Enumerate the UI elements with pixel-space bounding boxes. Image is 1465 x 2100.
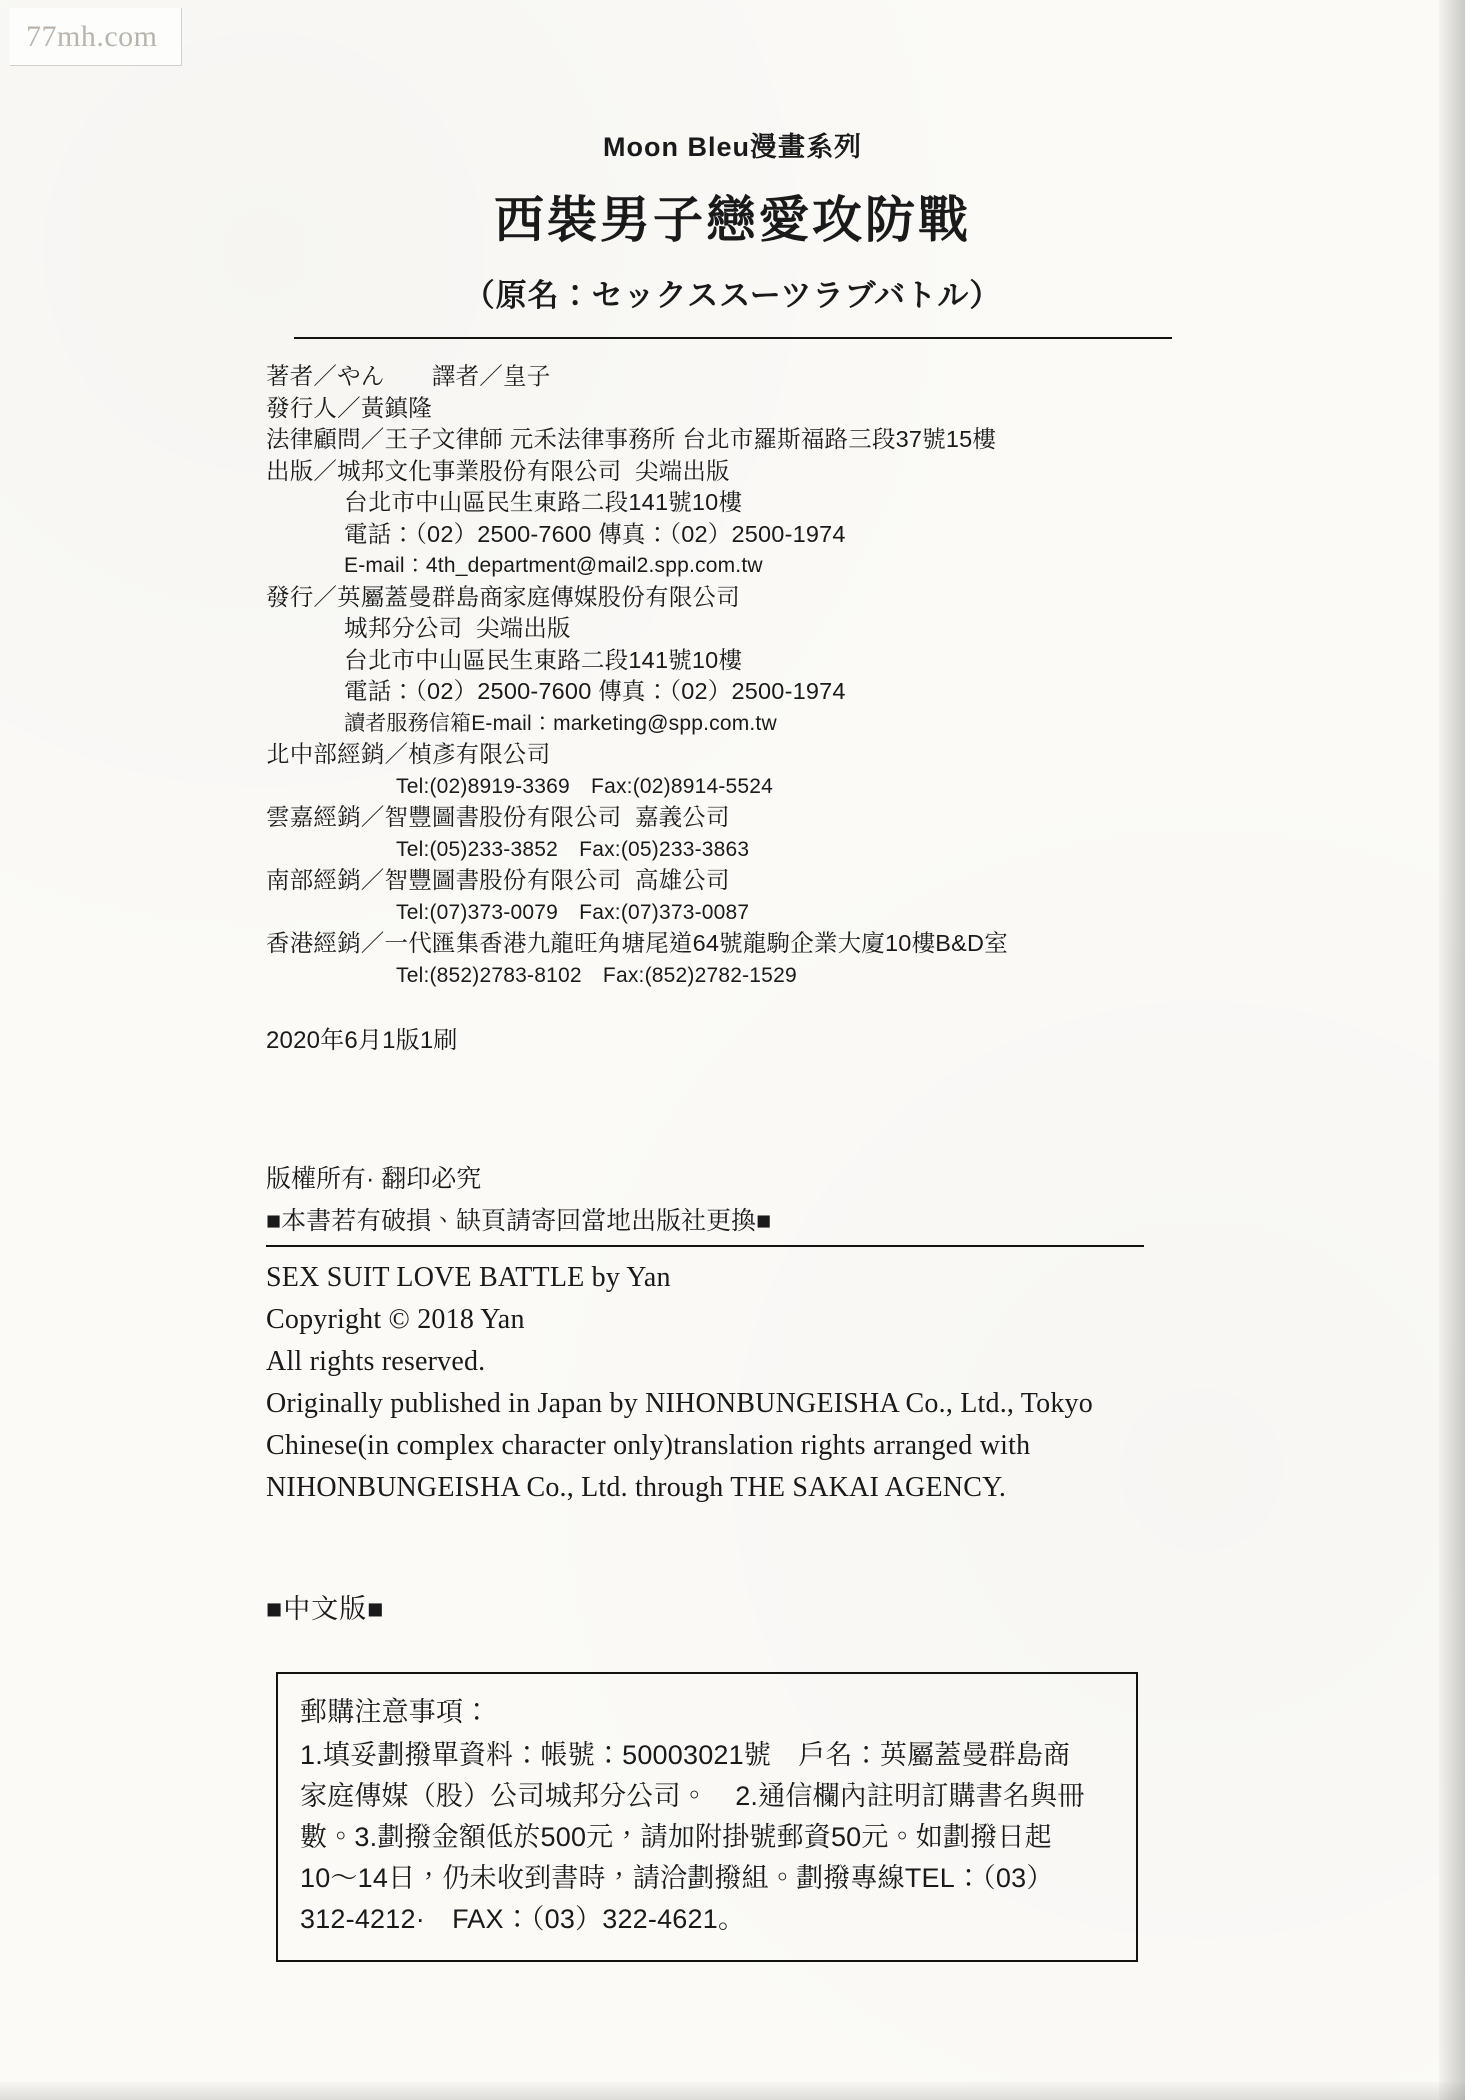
english-copyright-line: Chinese(in complex character only)translation rights arranged with [266,1429,1031,1461]
colophon-line: 香港經銷／一代匯集香港九龍旺角塘尾道64號龍駒企業大廈10樓B&D室 [266,930,1008,956]
publication-details [0,361,1465,1057]
colophon-line-contact: Tel:(05)233-3852 Fax:(05)233-3863 [396,837,750,861]
page-title: 西裝男子戀愛攻防戰 [494,192,971,248]
colophon-line: 著者／やん 譯者／皇子 [266,363,551,389]
english-copyright-line: NIHONBUNGEISHA Co., Ltd. through THE SAKAI AGENCY. [266,1471,1007,1503]
colophon-line: 發行人／黃鎮隆 [266,394,432,421]
colophon-line: 出版／城邦文化事業股份有限公司 尖端出版 [266,457,730,484]
english-copyright-line: All rights reserved. [266,1345,486,1377]
colophon-line: 發行／英屬蓋曼群島商家庭傳媒股份有限公司 [266,583,740,610]
colophon-line: 南部經銷／智豐圖書股份有限公司 高雄公司 [266,867,730,893]
colophon-line: 城邦分公司 尖端出版 [344,615,571,641]
english-copyright-line: SEX SUIT LOVE BATTLE by Yan [266,1261,671,1293]
colophon-line: 台北市中山區民生東路二段141號10樓 [344,646,743,673]
colophon-line: 電話：（02）2500-7600 傳真：（02）2500-1974 [344,678,846,704]
colophon-line-contact: Tel:(852)2783-8102 Fax:(852)2782-1529 [396,963,797,987]
mail-order-line: 1.填妥劃撥單資料：帳號：50003021號 戶名：英屬蓋曼群島商 [300,1739,1071,1770]
mail-order-line: 數。3.劃撥金額低於500元，請加附掛號郵資50元。如劃撥日起 [300,1821,1052,1852]
divider-top [294,337,1172,339]
rights-notice [0,1161,1465,1239]
print-date: 2020年6月1版1刷 [266,1027,458,1054]
mail-order-line: 312-4212· FAX：（03）322-4621。 [300,1903,746,1934]
original-title: （原名：セックススーツラブバトル） [463,278,1002,313]
divider-middle [266,1245,1144,1247]
english-copyright-line: Copyright © 2018 Yan [266,1303,525,1335]
english-copyright-block [0,1257,1465,1509]
colophon-line-contact: Tel:(02)8919-3369 Fax:(02)8914-5524 [396,774,774,798]
mail-order-line: 家庭傳媒（股）公司城邦分公司。 2.通信欄內註明訂購書名與冊 [300,1780,1085,1811]
copyright-reserved-line: 版權所有· 翻印必究 [266,1164,482,1193]
mail-order-line: 10～14日，仍未收到書時，請洽劃撥組。劃撥專線TEL：（03） [300,1862,1054,1893]
colophon-line: 法律顧問／王子文律師 元禾法律事務所 台北市羅斯福路三段37號15樓 [266,426,997,452]
colophon-line: 台北市中山區民生東路二段141號10樓 [344,489,743,515]
chinese-edition-mark: ■中文版■ [266,1593,385,1624]
colophon-line-contact: Tel:(07)373-0079 Fax:(07)373-0087 [396,900,750,924]
mail-order-notice [276,1672,1138,1962]
colophon-line: 北中部經銷／楨彥有限公司 [266,741,551,767]
colophon-line: 電話：（02）2500-7600 傳真：（02）2500-1974 [344,520,846,547]
colophon-line-email: 讀者服務信箱E-mail：marketing@spp.com.tw [344,711,777,735]
colophon-line-email: E-mail：4th_department@mail2.spp.com.tw [344,554,763,577]
series-label: Moon Bleu漫畫系列 [603,132,862,162]
scan-edge-shadow-bottom [0,2082,1465,2100]
colophon-line: 雲嘉經銷／智豐圖書股份有限公司 嘉義公司 [266,804,730,830]
watermark-text: 77mh.com [26,19,158,53]
mail-order-title: 郵購注意事項： [300,1696,491,1727]
damaged-copy-notice: ■本書若有破損、缺頁請寄回當地出版社更換■ [266,1206,772,1235]
english-copyright-line: Originally published in Japan by NIHONBUNGEISHA Co., Ltd., Tokyo [266,1387,1093,1419]
